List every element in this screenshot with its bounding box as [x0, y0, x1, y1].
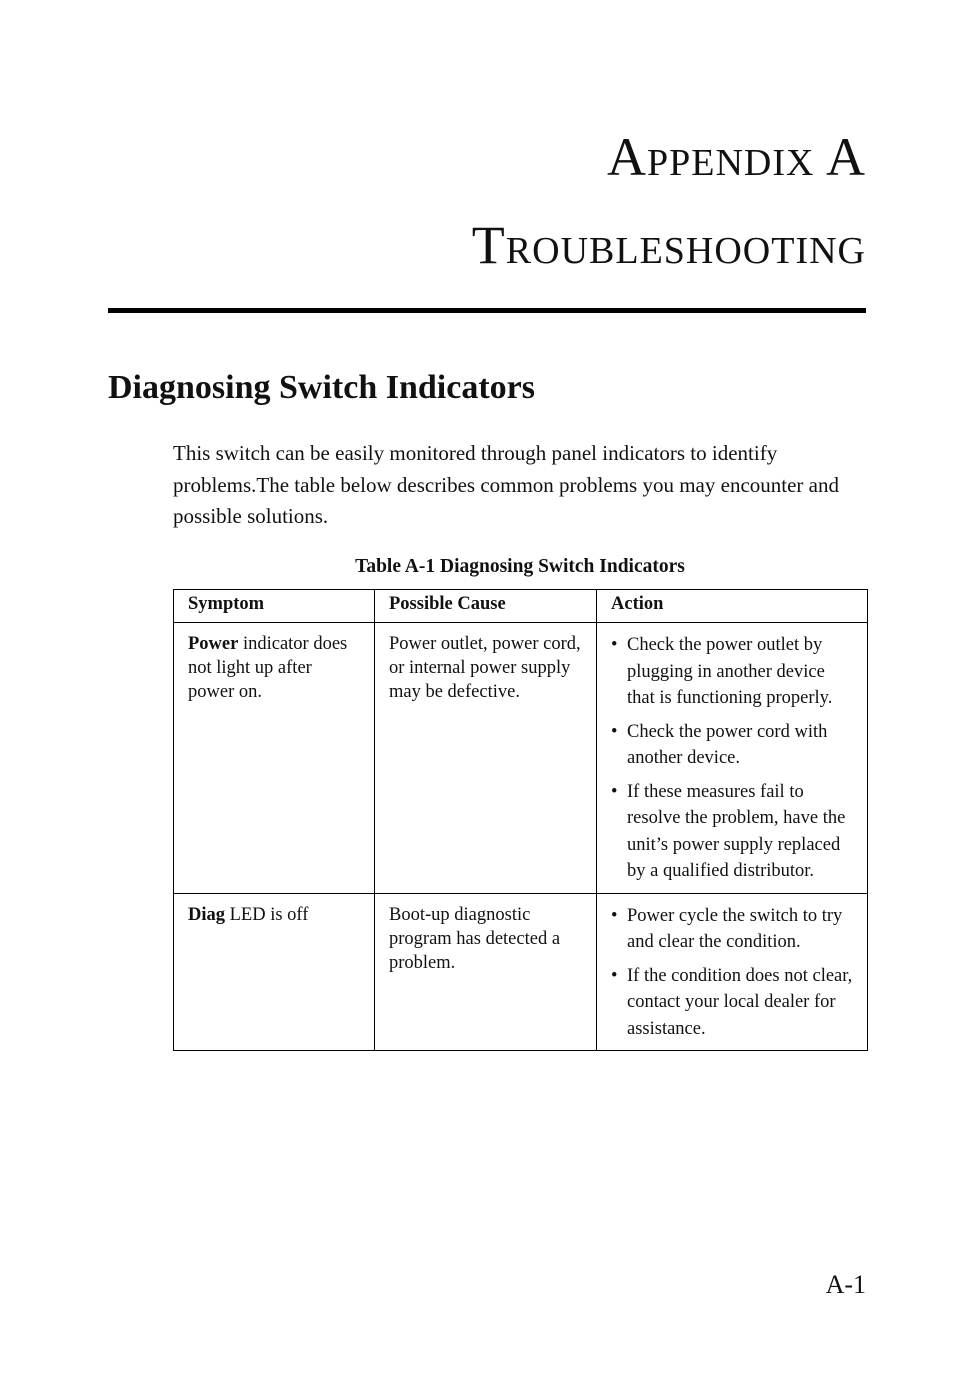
action-list: [611, 632, 855, 885]
cause-cell: Power outlet, power cord, or internal power supply may be defective.: [375, 623, 597, 894]
section-heading: Diagnosing Switch Indicators: [108, 369, 535, 406]
chapter-title-appendix: Appendix A: [607, 127, 866, 187]
header-possible-cause: Possible Cause: [375, 590, 597, 623]
cause-cell: Boot-up diagnostic program has detected a problem.: [375, 893, 597, 1051]
action-item: • Check the power cord with another device.: [611, 719, 855, 772]
action-item: • Check the power outlet by plugging in another device that is functioning properly.: [611, 632, 855, 712]
intro-paragraph: This switch can be easily monitored through panel indicators to identify problems.The table below describes common problems you may encounter and possible solutions.: [173, 441, 839, 528]
symptom-text: indicator does not light up after power on.: [188, 634, 348, 702]
page-number: A-1: [825, 1270, 866, 1299]
action-item: • If these measures fail to resolve the problem, have the unit’s power supply replaced by a qualified distributor.: [611, 779, 855, 885]
symptom-keyword: Diag: [188, 904, 225, 925]
chapter-title-troubleshooting: Troubleshooting: [471, 215, 866, 275]
chapter-rule: [108, 308, 866, 313]
table-row: [174, 623, 868, 894]
symptom-cell: [174, 893, 375, 1051]
action-list: [611, 903, 855, 1043]
symptom-text: LED is off: [225, 904, 309, 925]
header-symptom: Symptom: [174, 590, 375, 623]
header-action: Action: [597, 590, 868, 623]
table-header-row: [174, 590, 868, 623]
symptom-keyword: Power: [188, 634, 239, 654]
diagnosing-table: [173, 589, 868, 1051]
table-row: [174, 893, 868, 1051]
symptom-cell: [174, 623, 375, 894]
action-cell: [597, 623, 868, 894]
action-item: • If the condition does not clear, contact your local dealer for assistance.: [611, 963, 855, 1043]
table-caption: Table A-1 Diagnosing Switch Indicators: [355, 556, 685, 577]
action-cell: [597, 893, 868, 1051]
action-item: • Power cycle the switch to try and clear the condition.: [611, 903, 855, 956]
